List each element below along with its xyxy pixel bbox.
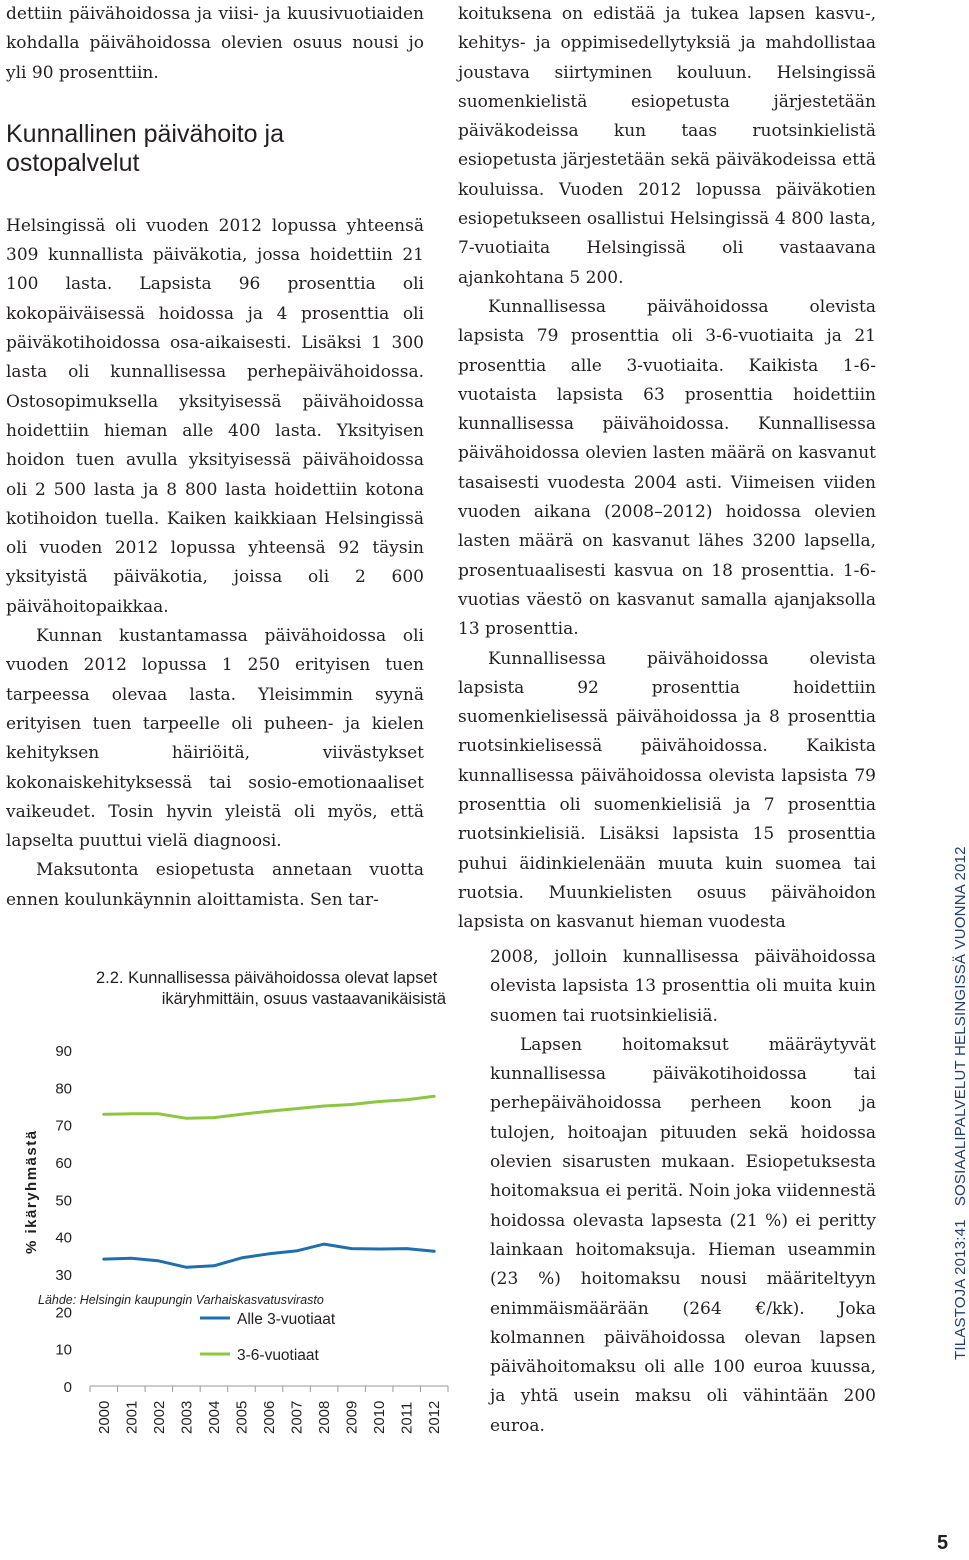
x-tick-label: 2004 [205, 1400, 223, 1434]
data-point [103, 1113, 105, 1115]
data-point [240, 1257, 242, 1259]
chart-title-line1: 2.2. Kunnallisessa päivähoidossa olevat lapset [96, 969, 438, 987]
y-tick-label: 60 [55, 1155, 72, 1172]
y-axis-label: % ikäryhmästä [23, 1129, 40, 1254]
data-point [103, 1258, 105, 1260]
legend-label: Alle 3-vuotiaat [237, 1311, 336, 1328]
data-point [295, 1107, 297, 1109]
y-tick-label: 50 [55, 1192, 72, 1210]
intro-paragraph: dettiin päivähoidossa ja viisi- ja kuusivuotiaiden kohdalla päivähoidossa olevien osuus nousi jo yli 90 prosenttiin. [6, 4, 424, 83]
y-tick-label: 10 [55, 1341, 72, 1359]
y-tick-label: 70 [55, 1117, 72, 1135]
paragraph-preschool: Maksutonta esiopetusta annetaan vuotta ennen koulunkäynnin aloittamista. Sen tar- [6, 860, 424, 910]
y-tick-label: 0 [63, 1379, 72, 1396]
data-point [130, 1113, 132, 1115]
x-tick-label: 2008 [316, 1400, 334, 1434]
running-header [952, 846, 969, 1360]
y-tick-label: 90 [55, 1043, 72, 1060]
x-tick-label: 2005 [233, 1400, 251, 1434]
right-text-inset [490, 943, 876, 1441]
series-line-1 [104, 1096, 434, 1118]
paragraph-age-groups: Kunnallisessa päivähoidossa olevista lapsista 79 prosenttia oli 3-6-vuotiaita ja 21 prosenttia alle 3-vuotiaita. Kaikista 1-6-vuotaista lapsista 63 prosenttia hoidettiin kunnallisessa päivähoidossa. Kunnallisessa päivähoidossa olevien lasten määrä on kasvanut tasaisesti vuodesta 2004 asti. Viimeisen viiden vuoden aikana (2008–2012) hoidossa olevien lasten määrä on kasvanut lähes 3200 lapsella, prosentuaalisesti kasvua on 18 prosenttia. 1-6-vuotias väestö on kasvanut samalla ajanjaksolla 13 prosenttia. [458, 296, 876, 640]
paragraph-languages-cont: 2008, jolloin kunnallisessa päivähoidossa olevista lapsista 13 prosenttia oli muita kuin suomen tai ruotsinkielisiä. [490, 947, 876, 1026]
page-number: 5 [937, 1532, 949, 1554]
x-tick-label: 2012 [426, 1400, 444, 1434]
data-point [130, 1257, 132, 1259]
x-tick-label: 2011 [398, 1401, 416, 1434]
x-tick-label: 2007 [288, 1400, 306, 1434]
x-tick-label: 2000 [95, 1400, 113, 1434]
paragraph-languages: Kunnallisessa päivähoidossa olevista lapsista 92 prosenttia hoidettiin suomenkielisessä päivähoidossa ja 8 prosenttia ruotsinkielisessä päivähoidossa. Kaikista kunnallisessa päivähoidossa olevista lapsista 79 prosenttia oli suomenkielisiä ja 7 prosenttia ruotsinkielisiä. Lisäksi lapsista 15 prosenttia puhui äidinkielenään muuta kuin suomea tai ruotsia. Muunkielisten osuus päivähoidon lapsista on kasvanut hieman vuodesta [458, 648, 876, 933]
x-tick-label: 2010 [371, 1400, 389, 1434]
x-tick-label: 2003 [178, 1400, 196, 1434]
data-point [185, 1266, 187, 1268]
data-point [378, 1248, 380, 1250]
legend-label: 3-6-vuotiaat [237, 1347, 319, 1364]
data-point [405, 1247, 407, 1249]
paragraph-special-support: Kunnan kustantamassa päivähoidossa oli vuoden 2012 lopussa 1 250 erityisen tuen tarpeessa olevaa lasta. Yleisimmin syynä erityisen tuen tarpeelle oli puheen- ja kielen kehityksen häiriöitä, viivästykset kokonaiskehityksessä tai sosio-emotionaaliset vaikeudet. Tosin hyvin yleistä oli myös, että lapselta puuttui vielä diagnoosi. [6, 626, 424, 852]
x-tick-label: 2002 [150, 1400, 168, 1434]
section-heading: Kunnallinen päivähoito ja ostopalvelut [6, 119, 284, 177]
data-point [433, 1095, 435, 1097]
series-label: TILASTOJA 2013:41 [952, 1219, 969, 1360]
data-point [240, 1113, 242, 1115]
data-point [158, 1113, 160, 1115]
publication-label: SOSIAALIPALVELUT HELSINGISSÄ VUONNA 2012 [952, 846, 969, 1207]
data-point [405, 1098, 407, 1100]
paragraph-fees: Lapsen hoitomaksut määräytyvät kunnallisessa päiväkotihoidossa tai perhepäivähoidossa perheen koon ja tulojen, hoitoajan pituuden sekä hoidossa olevien sisarusten mukaan. Esiopetuksesta hoitomaksua ei peritä. Noin joka viidennestä hoidossa olevasta lapsesta (21 %) ei peritty lainkaan hoitomaksuja. Hieman useammin (23 %) hoitomaksu nousi määriteltyyn enimmäismäärään (264 €/kk). Joka kolmannen päivähoidossa olevan lapsen päivähoitomaksu oli alle 100 euroa kuussa, ja yhtä usein maksu oli vähintään 200 euroa. [490, 1034, 876, 1436]
series-line-0 [104, 1244, 434, 1267]
data-point [268, 1253, 270, 1255]
y-tick-label: 80 [55, 1080, 72, 1098]
chart-source: Lähde: Helsingin kaupungin Varhaiskasvatusvirasto [38, 1293, 324, 1307]
data-point [350, 1103, 352, 1105]
chart-title-line2: ikäryhmittäin, osuus vastaavanikäisistä [161, 990, 446, 1008]
data-point [158, 1260, 160, 1262]
data-point [268, 1110, 270, 1112]
x-tick-label: 2009 [343, 1400, 361, 1434]
x-tick-label: 2001 [123, 1400, 141, 1434]
y-tick-label: 30 [55, 1267, 72, 1284]
data-point [378, 1100, 380, 1102]
data-point [185, 1117, 187, 1119]
paragraph-preschool-cont: koituksena on edistää ja tukea lapsen kasvu-, kehitys- ja oppimisedellytyksiä ja mahdollistaa joustava siirtyminen kouluun. Helsingissä suomenkielistä esiopetusta järjestetään päiväkodeissa kun taas ruotsinkielistä esiopetusta järjestetään sekä päiväkodeissa että kouluissa. Vuoden 2012 lopussa päiväkotien esiopetukseen osallistui Helsingissä 4 800 lasta, 7-vuotiaita Helsingissä oli vastaavana ajankohtana 5 200. [458, 4, 876, 288]
line-chart [0, 996, 470, 1441]
data-point [433, 1250, 435, 1252]
left-text-column [6, 0, 424, 915]
y-tick-label: 20 [55, 1304, 72, 1322]
x-tick-label: 2006 [261, 1400, 278, 1434]
data-point [213, 1116, 215, 1118]
data-point [323, 1243, 325, 1245]
data-point [323, 1105, 325, 1107]
paragraph-municipal-daycare: Helsingissä oli vuoden 2012 lopussa yhteensä 309 kunnallista päiväkotia, jossa hoidettiin 21 100 lasta. Lapsista 96 prosenttia oli kokopäiväisessä hoidossa ja 4 prosenttia oli päiväkotihoidossa osa-aikaisesti. Lisäksi 1 300 lasta oli kunnallisessa perhepäivähoidossa. Ostosopimuksella yksityisessä päivähoidossa hoidettiin hieman alle 400 lasta. Yksityisen hoidon tuen avulla yksityisessä päivähoidossa oli 2 500 lasta ja 8 800 lasta hoidettiin kotona kotihoidon tuella. Kaiken kaikkiaan Helsingissä oli vuoden 2012 lopussa yhteensä 92 täysin yksityistä päiväkotia, joissa oli 2 600 päivähoitopaikkaa. [6, 215, 424, 617]
data-point [350, 1247, 352, 1249]
data-point [295, 1250, 297, 1252]
right-text-column [458, 0, 876, 938]
data-point [213, 1265, 215, 1267]
y-tick-label: 40 [55, 1229, 72, 1247]
